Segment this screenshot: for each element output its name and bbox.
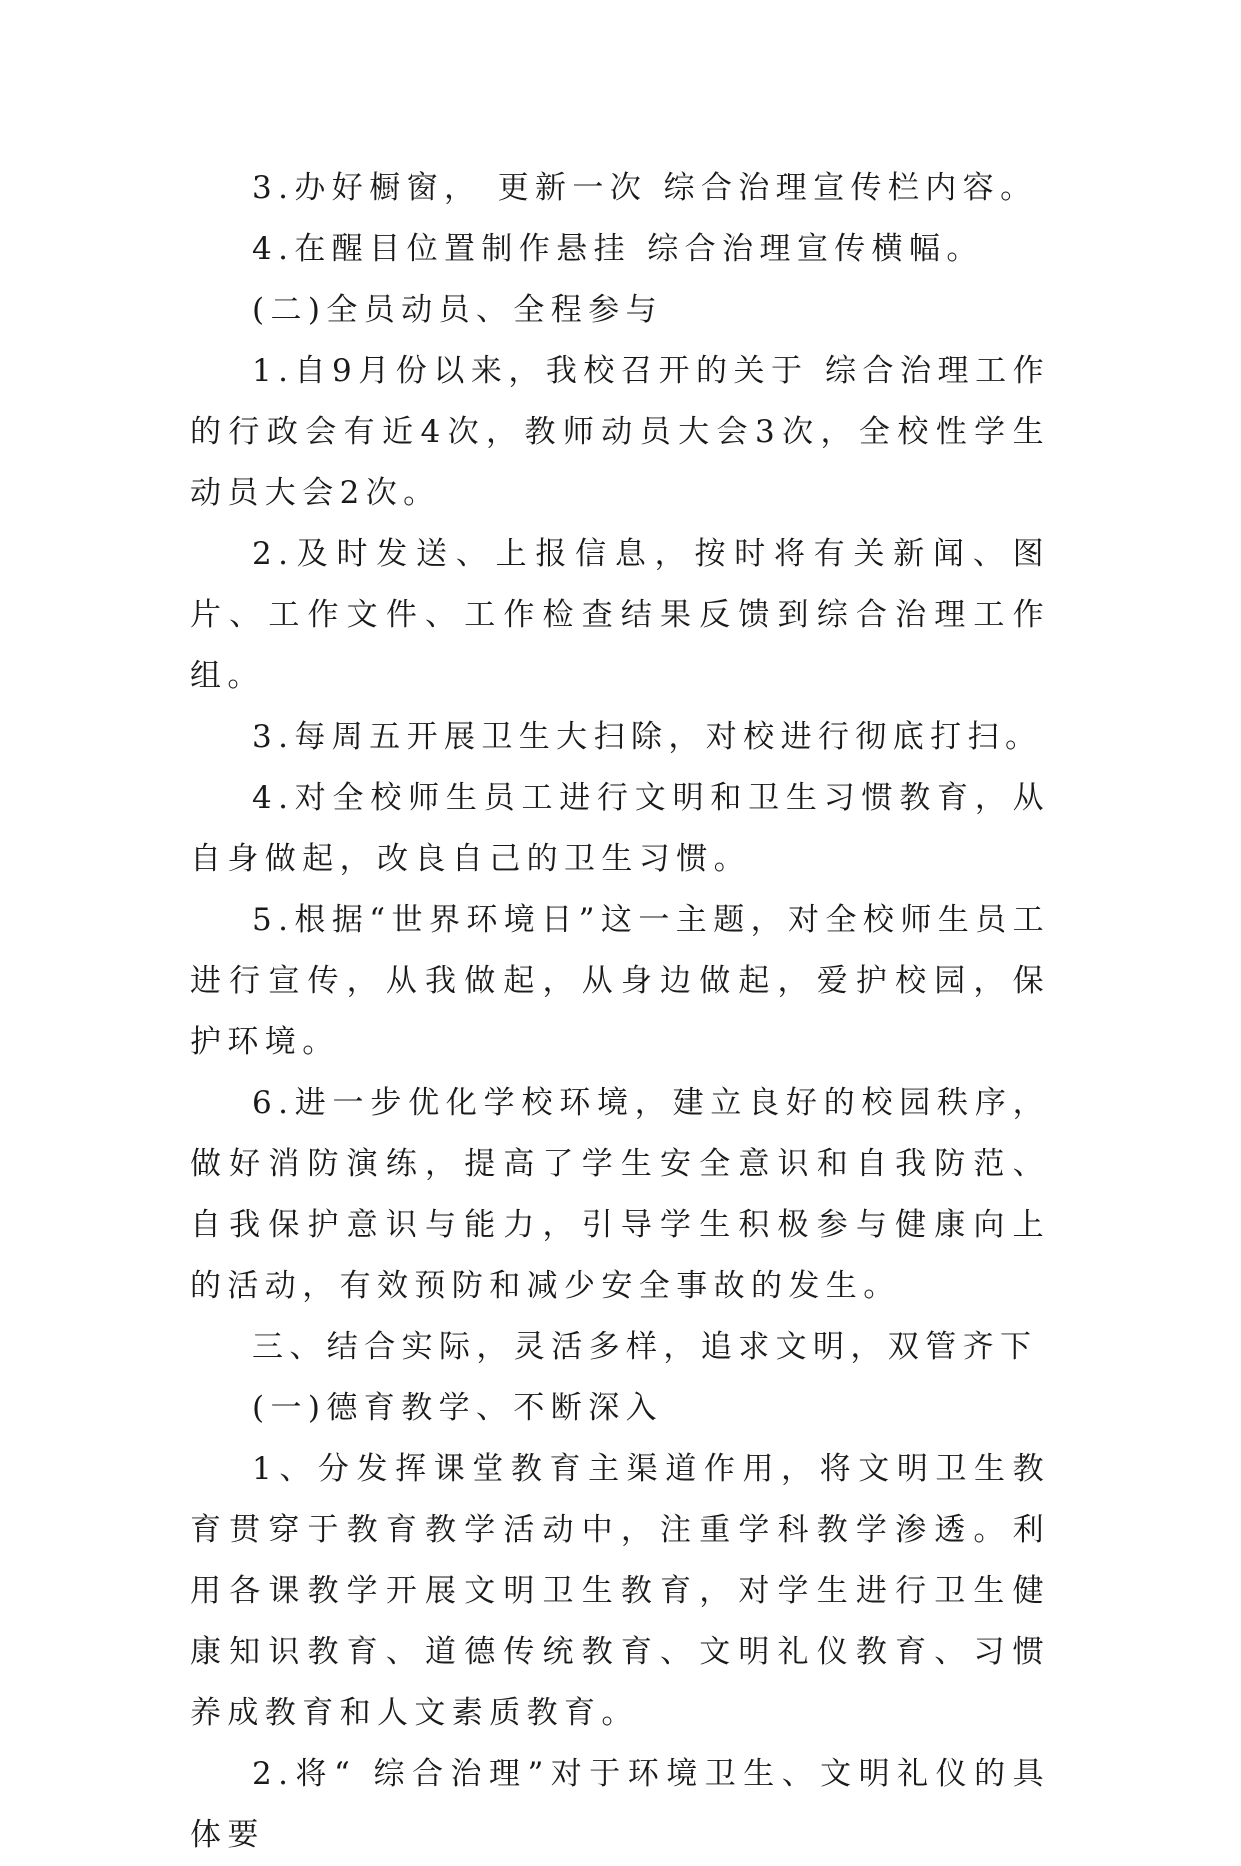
section-heading-part-three: 三、结合实际，灵活多样，追求文明，双管齐下 bbox=[252, 1329, 1038, 1365]
document-page bbox=[190, 158, 1050, 1866]
paragraph-item-3-showcase: 3.办好橱窗， 更新一次 综合治理宣传栏内容。 bbox=[252, 170, 1038, 206]
section-heading-mobilization: (二)全员动员、全程参与 bbox=[252, 292, 663, 328]
paragraph-item-4-habits: 4.对全校师生员工进行文明和卫生习惯教育，从自身做起，改良自己的卫生习惯。 bbox=[190, 780, 1050, 877]
paragraph-item-1-classroom: 1、分发挥课堂教育主渠道作用，将文明卫生教育贯穿于教育教学活动中，注重学科教学渗透。利用各课教学开展文明卫生教育，对学生进行卫生健康知识教育、道德传统教育、文明礼仪教育、习惯养成教育和人文素质教育。 bbox=[190, 1451, 1050, 1731]
paragraph-item-2-reporting: 2.及时发送、上报信息，按时将有关新闻、图片、工作文件、工作检查结果反馈到综合治理工作组。 bbox=[190, 536, 1050, 694]
paragraph-item-1-meetings: 1.自9月份以来，我校召开的关于 综合治理工作的行政会有近4次，教师动员大会3次，全校性学生动员大会2次。 bbox=[190, 353, 1050, 511]
paragraph-item-5-environment-day: 5.根据“世界环境日”这一主题，对全校师生员工进行宣传，从我做起，从身边做起，爱护校园，保护环境。 bbox=[190, 902, 1050, 1060]
paragraph-item-3-cleaning: 3.每周五开展卫生大扫除，对校进行彻底打扫。 bbox=[252, 719, 1043, 755]
paragraph-item-6-safety: 6.进一步优化学校环境，建立良好的校园秩序，做好消防演练，提高了学生安全意识和自我防范、自我保护意识与能力，引导学生积极参与健康向上的活动，有效预防和减少安全事故的发生。 bbox=[190, 1085, 1050, 1304]
section-heading-moral-education: (一)德育教学、不断深入 bbox=[252, 1390, 663, 1426]
paragraph-item-2-requirements: 2.将“ 综合治理”对于环境卫生、文明礼仪的具体要 bbox=[190, 1756, 1050, 1853]
paragraph-item-4-banner: 4.在醒目位置制作悬挂 综合治理宣传横幅。 bbox=[252, 231, 984, 267]
